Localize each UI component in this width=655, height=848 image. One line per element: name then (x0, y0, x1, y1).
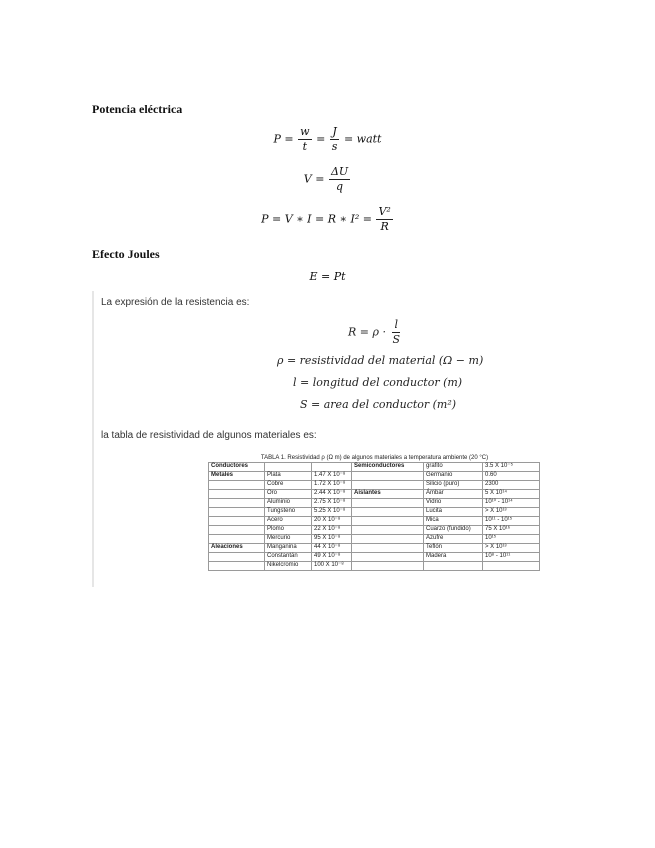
table-cell (209, 526, 265, 535)
table-row (209, 562, 540, 571)
table-cell: Aislantes (352, 490, 424, 499)
table-row (209, 481, 540, 490)
equation-voltage: V = $\frac{\Delta U}{q}$ (303, 165, 349, 193)
table-cell: Manganina (265, 544, 312, 553)
table-row (209, 499, 540, 508)
table-cell: Semiconductores (352, 463, 424, 472)
resistivity-table (208, 462, 540, 571)
table-intro-text: la tabla de resistividad de algunos materiales es: (101, 430, 317, 441)
table-cell: Teflón (424, 544, 483, 553)
table-cell (352, 526, 424, 535)
table-cell (209, 535, 265, 544)
table-cell: Plata (265, 472, 312, 481)
table-cell: 1.72 X 10⁻⁸ (312, 481, 352, 490)
table-cell: Nikelcromio (265, 562, 312, 571)
table-cell: 100 X 10⁻⁸ (312, 562, 352, 571)
table-cell: Germanio (424, 472, 483, 481)
table-cell: Madera (424, 553, 483, 562)
table-cell (352, 544, 424, 553)
table-cell: Mercurio (265, 535, 312, 544)
heading-efecto-joules: Efecto Joules (92, 247, 160, 261)
table-cell (352, 517, 424, 526)
table-cell: Plomo (265, 526, 312, 535)
table-cell (352, 508, 424, 517)
table-cell: 10⁸ - 10¹¹ (483, 553, 540, 562)
definition-resistivity: ρ = resistividad del material (Ω − m) (277, 354, 484, 367)
table-cell (209, 553, 265, 562)
table-cell: Conductores (209, 463, 265, 472)
table-cell: 5.25 X 10⁻⁸ (312, 508, 352, 517)
table-cell: Silicio (puro) (424, 481, 483, 490)
embedded-image-border (92, 291, 94, 587)
table-cell: 10¹⁰ - 10¹⁴ (483, 499, 540, 508)
table-cell: Cobre (265, 481, 312, 490)
table-cell: 5 X 10¹⁴ (483, 490, 540, 499)
equation-power-expanded: P = V ∗ I = R ∗ I² = $\frac{\text{V²}}{R}$ (261, 205, 391, 233)
table-cell (352, 562, 424, 571)
table-cell: 2.75 X 10⁻⁸ (312, 499, 352, 508)
table-cell (209, 499, 265, 508)
resistivity-table-body (209, 463, 540, 571)
table-cell (209, 508, 265, 517)
table-cell (424, 562, 483, 571)
definition-length: l = longitud del conductor (m) (293, 376, 463, 389)
table-cell: Mica (424, 517, 483, 526)
table-row (209, 490, 540, 499)
table-cell (352, 481, 424, 490)
table-cell: Ámbar (424, 490, 483, 499)
equation-power-watt: P = $\frac{w}{t}$ = $\frac{J}{s}$ = watt (273, 125, 382, 153)
resistance-formula: R = ρ · $\frac{l}{S}$ (348, 318, 400, 346)
table-cell: Oro (265, 490, 312, 499)
table-cell: 1.47 X 10⁻⁸ (312, 472, 352, 481)
table-cell (483, 562, 540, 571)
table-cell: 3.5 X 10⁻⁵ (483, 463, 540, 472)
table-cell: Vidrio (424, 499, 483, 508)
table-cell: grafito (424, 463, 483, 472)
table-cell: Constantán (265, 553, 312, 562)
table-cell: Aleaciones (209, 544, 265, 553)
table-cell: > X 10¹³ (483, 544, 540, 553)
table-cell (352, 499, 424, 508)
resistance-intro-text: La expresión de la resistencia es: (101, 297, 250, 308)
table-cell (352, 535, 424, 544)
table-cell: 95 X 10⁻⁸ (312, 535, 352, 544)
table-cell: 2.44 X 10⁻⁸ (312, 490, 352, 499)
table-caption: TABLA 1. Resistividad ρ (Ω m) de algunos materiales a temperatura ambiente (20 °C) (260, 455, 489, 461)
table-row (209, 553, 540, 562)
table-row (209, 544, 540, 553)
table-cell: 10¹⁵ (483, 535, 540, 544)
table-cell (352, 472, 424, 481)
table-row (209, 517, 540, 526)
table-row (209, 526, 540, 535)
table-cell: Metales (209, 472, 265, 481)
table-cell: 75 X 10¹⁶ (483, 526, 540, 535)
table-cell (209, 517, 265, 526)
equation-energy: E = Pt (309, 270, 346, 283)
table-cell: > X 10¹³ (483, 508, 540, 517)
table-cell: 2300 (483, 481, 540, 490)
table-cell: 49 X 10⁻⁸ (312, 553, 352, 562)
table-cell: Cuarzo (fundido) (424, 526, 483, 535)
table-row (209, 472, 540, 481)
definition-area: S = area del conductor (m²) (300, 398, 457, 411)
table-cell: 0.60 (483, 472, 540, 481)
table-cell (265, 463, 312, 472)
table-cell (352, 553, 424, 562)
table-cell (312, 463, 352, 472)
table-cell: Tungsteno (265, 508, 312, 517)
table-cell (209, 481, 265, 490)
table-cell: 22 X 10⁻⁸ (312, 526, 352, 535)
heading-potencia-electrica: Potencia eléctrica (92, 102, 183, 116)
table-cell: Azufre (424, 535, 483, 544)
table-cell: Acero (265, 517, 312, 526)
table-cell: 10¹¹ - 10¹⁵ (483, 517, 540, 526)
table-cell (209, 490, 265, 499)
table-row (209, 508, 540, 517)
table-cell: 44 X 10⁻⁸ (312, 544, 352, 553)
table-row (209, 463, 540, 472)
table-cell: Lucita (424, 508, 483, 517)
table-cell (209, 562, 265, 571)
resistivity-table-container (208, 462, 540, 571)
table-cell: 20 X 10⁻⁸ (312, 517, 352, 526)
table-cell: Aluminio (265, 499, 312, 508)
table-row (209, 535, 540, 544)
